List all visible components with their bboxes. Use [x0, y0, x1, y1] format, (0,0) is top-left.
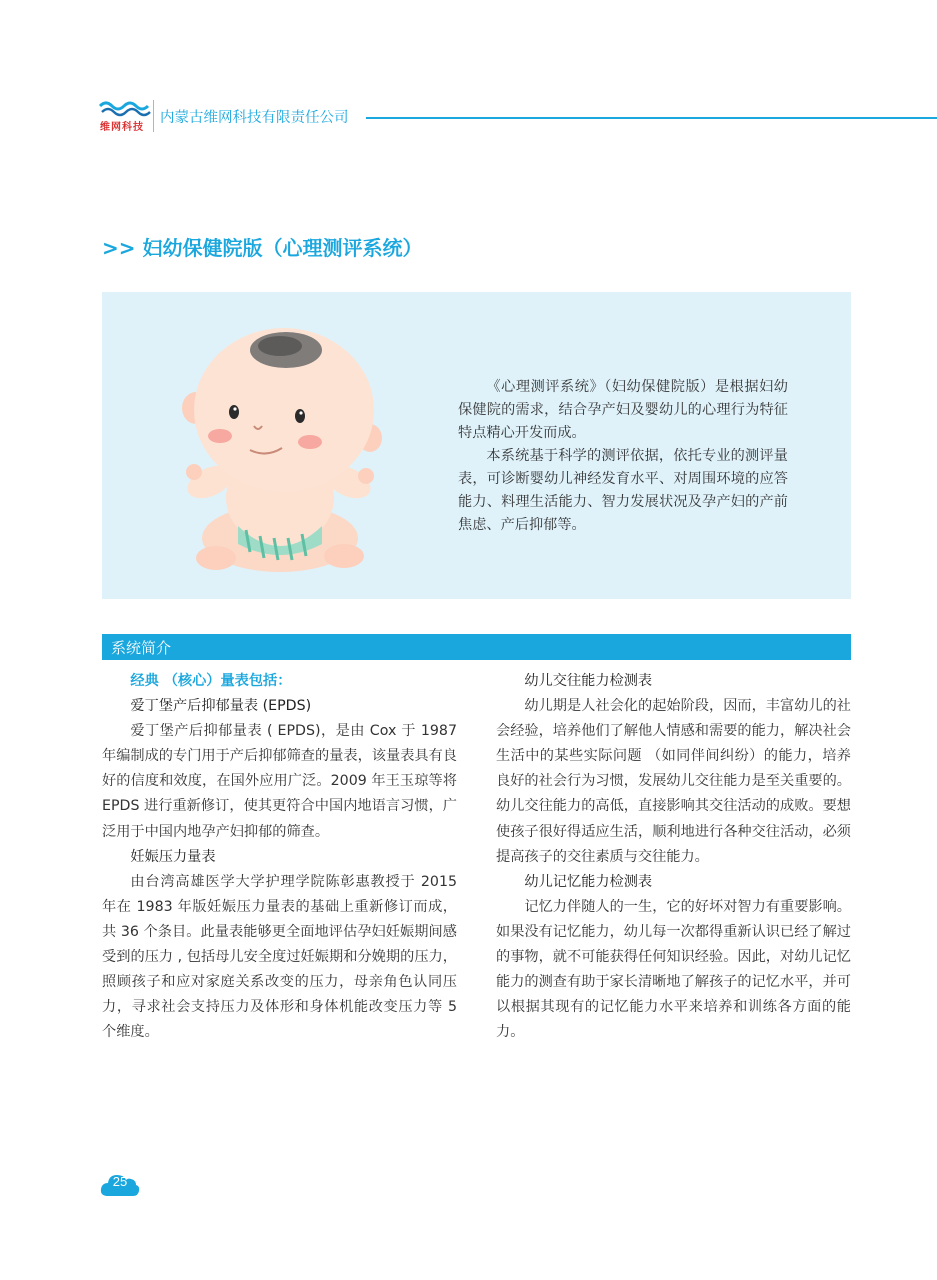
scale-description-social: 幼儿期是人社会化的起始阶段，因而，丰富幼儿的社会经验，培养他们了解他人情感和需要的能力，解决社会生活中的某些实际问题 （如同伴间纠纷）的能力，培养良好的社会行为习惯，发展幼儿交往能力是至关重要的。幼儿交往能力的高低，直接影响其交往活动的成败。要想使孩子很好得适应生活，顺利地进行各种交往活动，必须提高孩子的交往素质与交往能力。: [496, 698, 851, 865]
section-title: >> 妇幼保健院版（心理测评系统）: [102, 236, 423, 260]
scale-heading-memory: 幼儿记忆能力检测表: [524, 873, 653, 890]
scale-heading-epds: 爱丁堡产后抑郁量表 (EPDS): [130, 698, 312, 715]
scale-heading-pregnancy-stress: 妊娠压力量表: [130, 848, 216, 865]
header-rule: [366, 117, 937, 119]
page-number: [100, 1170, 140, 1198]
company-name: 内蒙古维网科技有限责任公司: [160, 110, 349, 126]
left-column: [102, 669, 457, 1045]
logo-text: 维网科技: [100, 122, 144, 133]
hero-paragraph: 本系统基于科学的测评依据，依托专业的测评量表，可诊断婴幼儿神经发育水平、对周围环境的应答能力、料理生活能力、智力发展状况及孕产妇的产前焦虑、产后抑郁等。: [458, 448, 788, 533]
hero-panel: [102, 292, 851, 599]
scale-description-epds: 爱丁堡产后抑郁量表 ( EPDS)，是由 Cox 于 1987 年编制成的专门用于产后抑郁筛查的量表，该量表具有良好的信度和效度，在国外应用广泛。2009 年王玉琼等将 EPDS 进行重新修订，使其更符合中国内地语言习惯，广泛用于中国内地孕产妇抑郁的筛查。: [102, 723, 457, 840]
section-bar: [102, 634, 851, 660]
section-bar-title: 系统简介: [111, 639, 172, 657]
hero-paragraph: 《心理测评系统》（妇幼保健院版）是根据妇幼保健院的需求，结合孕产妇及婴幼儿的心理行为特征特点精心开发而成。: [458, 379, 788, 441]
baby-illustration: [180, 316, 390, 578]
page-header: [98, 98, 937, 134]
scales-lead: 经典 （核心）量表包括：: [130, 673, 292, 689]
page-number-text: 25: [112, 1174, 128, 1189]
hero-text: [458, 376, 788, 537]
scale-description-memory: 记忆力伴随人的一生，它的好坏对智力有重要影响。如果没有记忆能力，幼儿每一次都得重新认识已经了解过的事物，就不可能获得任何知识经验。因此，对幼儿记忆能力的测查有助于家长清晰地了解孩子的记忆水平，并可以根据其现有的记忆能力水平来培养和训练各方面的能力。: [496, 898, 851, 1041]
scale-description-pregnancy-stress: 由台湾高雄医学大学护理学院陈彰惠教授于 2015 年在 1983 年版妊娠压力量表的基础上重新修订而成，共 36 个条目。此量表能够更全面地评估孕妇妊娠期间感受到的压力 , 包括母儿安全度过妊娠期和分娩期的压力，照顾孩子和应对家庭关系改变的压力，母亲角色认同压力，寻求社会支持压力及体形和身体机能改变压力等 5 个维度。: [102, 873, 457, 1041]
right-column: [496, 669, 851, 1045]
scale-heading-social: 幼儿交往能力检测表: [524, 673, 653, 689]
